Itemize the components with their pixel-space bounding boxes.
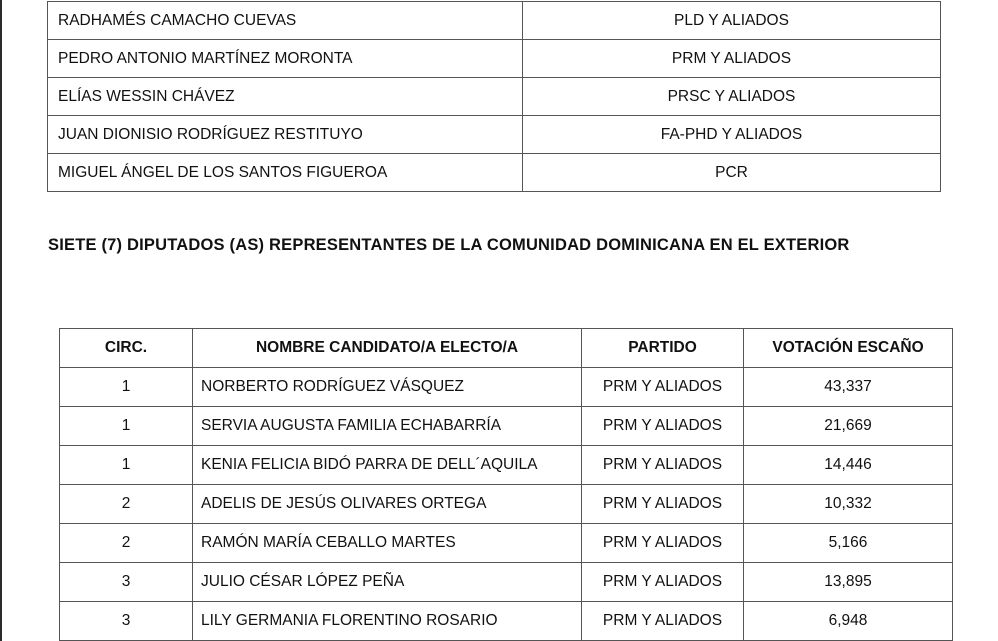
circ-cell: 1 (60, 407, 193, 446)
candidate-name: ELÍAS WESSIN CHÁVEZ (48, 78, 523, 116)
table-row (48, 40, 941, 78)
page-left-border (0, 0, 2, 641)
votes-cell: 13,895 (744, 563, 953, 602)
table-row (48, 2, 941, 40)
candidate-name: PEDRO ANTONIO MARTÍNEZ MORONTA (48, 40, 523, 78)
table-row (60, 524, 953, 563)
table-row (48, 154, 941, 192)
circ-cell: 3 (60, 563, 193, 602)
party-name: PRM Y ALIADOS (582, 446, 744, 485)
party-name: PCR (523, 154, 941, 192)
candidate-name: RADHAMÉS CAMACHO CUEVAS (48, 2, 523, 40)
table-row (60, 602, 953, 641)
party-name: FA-PHD Y ALIADOS (523, 116, 941, 154)
table-row (60, 485, 953, 524)
circ-cell: 3 (60, 602, 193, 641)
votes-cell: 14,446 (744, 446, 953, 485)
candidate-name: JUAN DIONISIO RODRÍGUEZ RESTITUYO (48, 116, 523, 154)
party-name: PRM Y ALIADOS (582, 563, 744, 602)
candidate-name: SERVIA AUGUSTA FAMILIA ECHABARRÍA (193, 407, 582, 446)
candidate-name: ADELIS DE JESÚS OLIVARES ORTEGA (193, 485, 582, 524)
candidate-name: LILY GERMANIA FLORENTINO ROSARIO (193, 602, 582, 641)
candidate-name: KENIA FELICIA BIDÓ PARRA DE DELL´AQUILA (193, 446, 582, 485)
column-header-candidate: NOMBRE CANDIDATO/A ELECTO/A (193, 329, 582, 368)
candidate-name: MIGUEL ÁNGEL DE LOS SANTOS FIGUEROA (48, 154, 523, 192)
circ-cell: 2 (60, 524, 193, 563)
party-name: PRM Y ALIADOS (582, 524, 744, 563)
table-row (60, 407, 953, 446)
votes-cell: 5,166 (744, 524, 953, 563)
deputies-table-continued (47, 1, 941, 192)
party-name: PRM Y ALIADOS (582, 368, 744, 407)
section-heading: SIETE (7) DIPUTADOS (AS) REPRESENTANTES DE LA COMUNIDAD DOMINICANA EN EL EXTERIOR (48, 236, 850, 254)
candidate-name: NORBERTO RODRÍGUEZ VÁSQUEZ (193, 368, 582, 407)
party-name: PLD Y ALIADOS (523, 2, 941, 40)
table-row (48, 116, 941, 154)
column-header-party: PARTIDO (582, 329, 744, 368)
party-name: PRM Y ALIADOS (523, 40, 941, 78)
candidate-name: RAMÓN MARÍA CEBALLO MARTES (193, 524, 582, 563)
column-header-circ: CIRC. (60, 329, 193, 368)
party-name: PRSC Y ALIADOS (523, 78, 941, 116)
candidate-name: JULIO CÉSAR LÓPEZ PEÑA (193, 563, 582, 602)
party-name: PRM Y ALIADOS (582, 485, 744, 524)
votes-cell: 43,337 (744, 368, 953, 407)
column-header-votes: VOTACIÓN ESCAÑO (744, 329, 953, 368)
circ-cell: 2 (60, 485, 193, 524)
table-header-row (60, 329, 953, 368)
table-row (60, 368, 953, 407)
votes-cell: 6,948 (744, 602, 953, 641)
table-row (60, 446, 953, 485)
table-row (48, 78, 941, 116)
votes-cell: 21,669 (744, 407, 953, 446)
circ-cell: 1 (60, 446, 193, 485)
exterior-deputies-table (59, 328, 953, 641)
table-row (60, 563, 953, 602)
party-name: PRM Y ALIADOS (582, 407, 744, 446)
votes-cell: 10,332 (744, 485, 953, 524)
party-name: PRM Y ALIADOS (582, 602, 744, 641)
circ-cell: 1 (60, 368, 193, 407)
